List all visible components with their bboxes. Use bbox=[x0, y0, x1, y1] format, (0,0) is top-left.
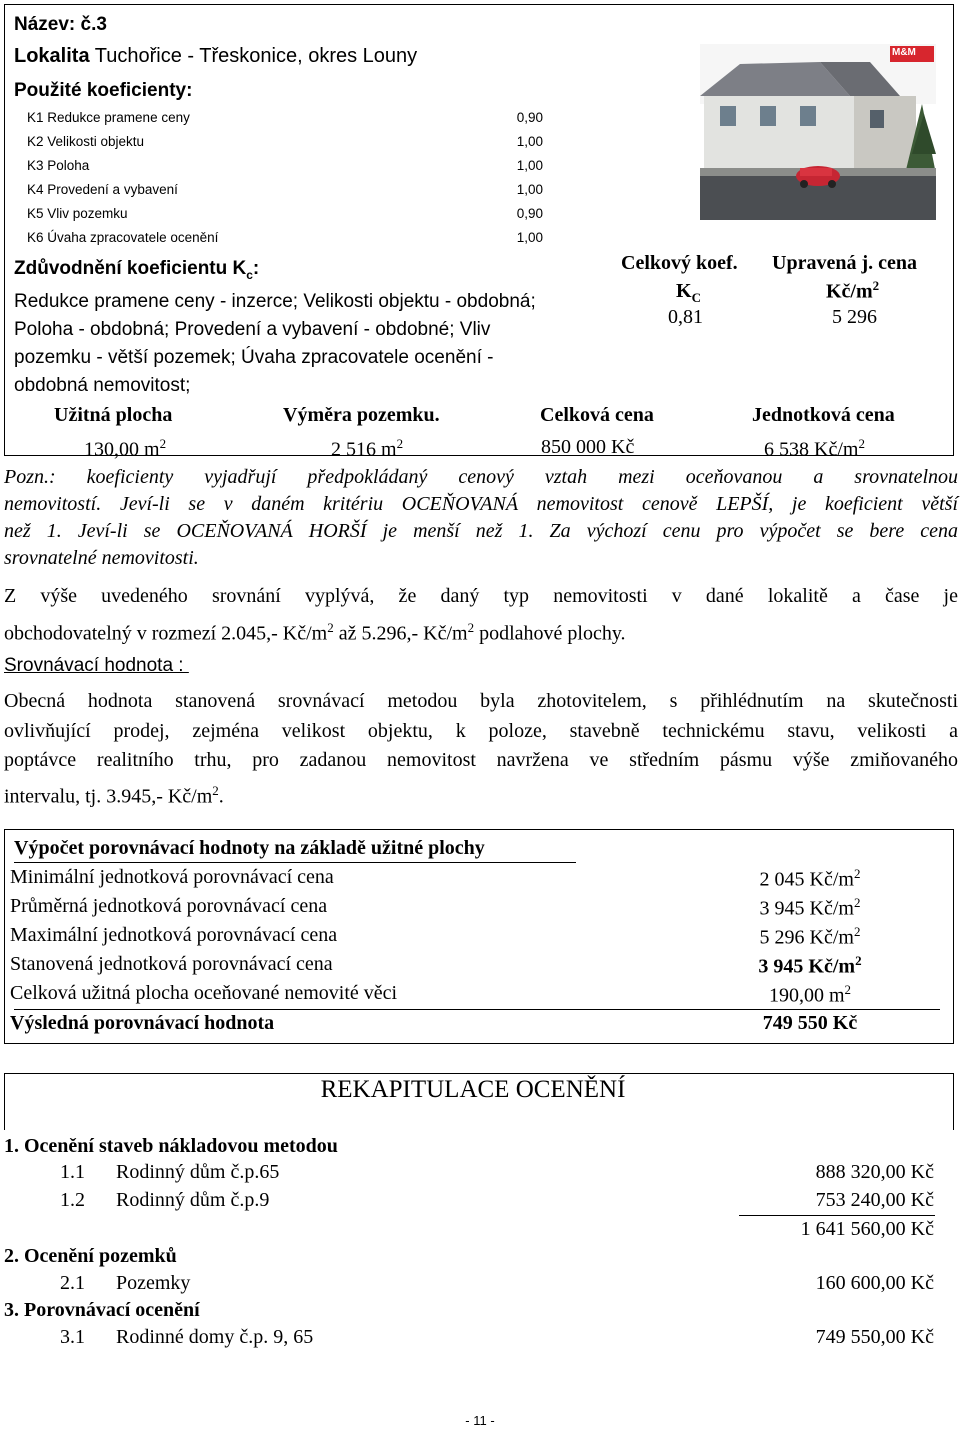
total-price-text: 850 000 Kč bbox=[541, 436, 635, 458]
coefficient-row bbox=[27, 230, 543, 245]
coefficient-row bbox=[27, 182, 543, 197]
unit-price-value bbox=[764, 436, 865, 462]
comparative-last-text: intervalu, tj. 3.945,- Kč/m bbox=[4, 785, 213, 808]
summary-row-value bbox=[710, 924, 910, 950]
unit-header-sup: 2 bbox=[872, 278, 880, 293]
summary-row-value bbox=[710, 953, 910, 979]
summary-row-value-sup: 2 bbox=[844, 982, 852, 997]
unit-header bbox=[826, 278, 879, 304]
unit-price-sup: 2 bbox=[858, 436, 865, 451]
summary-result-row bbox=[10, 1012, 950, 1035]
kc-header bbox=[676, 280, 701, 306]
summary-row-value bbox=[710, 982, 910, 1008]
unit-price-text: 6 538 Kč/m bbox=[764, 438, 859, 461]
note-line: nemovitostí. Jeví-li se v daném kritériu OCEŇOVANÁ nemovitost cenově LEPŠÍ, je koeficient větší bbox=[4, 493, 958, 515]
comparative-last-tail: . bbox=[218, 785, 224, 808]
recap-item-value: 749 550,00 Kč bbox=[815, 1326, 934, 1348]
summary-row-value-text: 3 945 Kč/m bbox=[758, 955, 856, 978]
conclusion-paragraph bbox=[4, 580, 958, 650]
summary-result-rule bbox=[14, 1009, 940, 1010]
locality bbox=[14, 45, 417, 68]
house-photo-image bbox=[700, 44, 936, 220]
recap-item-label: Pozemky bbox=[116, 1272, 191, 1294]
total-coef-header: Celkový koef. bbox=[621, 252, 738, 274]
justification-line: Redukce pramene ceny - inzerce; Velikosti objektu - obdobná; bbox=[14, 291, 536, 312]
coefficient-label: K6 Úvaha zpracovatele ocenění bbox=[27, 230, 219, 245]
recap-title: REKAPITULACE OCENĚNÍ bbox=[320, 1076, 626, 1103]
coefficient-value: 0,90 bbox=[516, 110, 543, 125]
note-line: než 1. Jeví-li se OCEŇOVANÁ HORŠÍ je menší než 1. Za výchozí cenu pro výpočet se bere cena bbox=[4, 520, 958, 542]
summary-row-label: Celková užitná plocha oceňované nemovité věci bbox=[10, 982, 398, 1004]
recap-section-1-total: 1 641 560,00 Kč bbox=[800, 1218, 934, 1240]
recap-item bbox=[60, 1189, 270, 1212]
summary-row-value-sup: 2 bbox=[853, 924, 861, 939]
coefficient-value: 0,90 bbox=[516, 206, 543, 221]
kc-header-text: K bbox=[676, 280, 692, 302]
comparative-heading: Srovnávací hodnota : bbox=[4, 655, 189, 676]
conclusion-sup-b: 2 bbox=[467, 620, 475, 635]
conclusion-sup-a: 2 bbox=[327, 620, 334, 635]
recap-item-number: 1.1 bbox=[60, 1161, 85, 1183]
justification-text bbox=[14, 288, 536, 400]
recap-item-number: 3.1 bbox=[60, 1326, 85, 1348]
land-area-sup: 2 bbox=[396, 436, 404, 451]
land-area-value bbox=[331, 436, 403, 462]
adjusted-price-value: 5 296 bbox=[832, 306, 877, 328]
justification-line: obdobná nemovitost; bbox=[14, 375, 191, 396]
coefficient-label: K3 Poloha bbox=[27, 158, 90, 173]
summary-row-value-sup: 2 bbox=[853, 895, 861, 910]
recap-item-value: 888 320,00 Kč bbox=[815, 1161, 934, 1183]
usable-area-header: Užitná plocha bbox=[54, 404, 173, 426]
recap-item-number: 1.2 bbox=[60, 1189, 85, 1211]
justification-line: pozemku - větší pozemek; Úvaha zpracovatele ocenění - bbox=[14, 347, 494, 368]
summary-row-label: Průměrná jednotková porovnávací cena bbox=[10, 895, 328, 917]
summary-row-value-text: 5 296 Kč/m bbox=[759, 926, 854, 949]
justification-heading-text: Zdůvodnění koeficientu K bbox=[14, 258, 247, 279]
comparative-last-sup: 2 bbox=[212, 782, 219, 798]
locality-value: Tuchořice - Třeskonice, okres Louny bbox=[94, 45, 418, 67]
usable-area-value bbox=[84, 436, 166, 462]
realty-logo: M&M bbox=[892, 47, 916, 58]
unit-price-header: Jednotková cena bbox=[752, 404, 895, 426]
summary-row-value-sup: 2 bbox=[855, 953, 862, 968]
recap-item-label: Rodinný dům č.p.9 bbox=[116, 1189, 270, 1211]
coefficient-value: 1,00 bbox=[516, 158, 543, 173]
summary-row-value-text: 2 045 Kč/m bbox=[759, 868, 854, 891]
recap-item-label: Rodinný dům č.p.65 bbox=[116, 1161, 280, 1183]
property-photo bbox=[700, 44, 936, 220]
summary-row-value-sup: 2 bbox=[853, 866, 861, 881]
recap-item-value: 160 600,00 Kč bbox=[815, 1272, 934, 1294]
usable-area-text: 130,00 m bbox=[84, 438, 160, 461]
coefficient-label: K1 Redukce pramene ceny bbox=[27, 110, 190, 125]
coefficient-row bbox=[27, 206, 543, 221]
comparative-line: ovlivňující prodej, zejména velikost objektu, k poloze, stavebně technickému stavu, velikosti a bbox=[4, 719, 958, 742]
recap-item-label: Rodinné domy č.p. 9, 65 bbox=[116, 1326, 314, 1348]
comparative-line bbox=[4, 776, 958, 812]
justification-heading bbox=[14, 258, 259, 282]
total-price-value bbox=[541, 436, 634, 459]
recap-item-number: 2.1 bbox=[60, 1272, 85, 1294]
total-coef-value: 0,81 bbox=[668, 306, 703, 328]
recap-item bbox=[60, 1272, 191, 1295]
coefficient-note bbox=[4, 464, 958, 572]
coefficient-label: K2 Velikosti objektu bbox=[27, 134, 145, 149]
summary-row bbox=[10, 924, 950, 947]
coefficients-heading: Použité koeficienty: bbox=[14, 80, 193, 101]
coefficient-row bbox=[27, 158, 543, 173]
coefficient-label: K4 Provedení a vybavení bbox=[27, 182, 178, 197]
summary-row bbox=[10, 953, 950, 976]
coefficient-row bbox=[27, 110, 543, 125]
recap-section-3-heading: 3. Porovnávací ocenění bbox=[4, 1299, 200, 1321]
page-number: - 11 - bbox=[465, 1413, 495, 1428]
locality-label: Lokalita bbox=[14, 45, 90, 67]
recap-item-value: 753 240,00 Kč bbox=[815, 1189, 934, 1211]
summary-row-value bbox=[710, 866, 910, 892]
coefficient-label: K5 Vliv pozemku bbox=[27, 206, 128, 221]
summary-result-label: Výsledná porovnávací hodnota bbox=[10, 1012, 275, 1034]
comparative-line: Obecná hodnota stanovená srovnávací metodou byla zhotovitelem, s přihlédnutím na skutečnosti bbox=[4, 690, 958, 712]
summary-row bbox=[10, 895, 950, 918]
coefficient-row bbox=[27, 134, 543, 149]
coefficient-value: 1,00 bbox=[516, 182, 543, 197]
note-line: srovnatelné nemovitosti. bbox=[4, 547, 199, 569]
justification-heading-colon: : bbox=[252, 258, 260, 279]
summary-row-label: Maximální jednotková porovnávací cena bbox=[10, 924, 338, 946]
justification-heading-sub: c bbox=[246, 267, 253, 282]
summary-row-value-text: 190,00 m bbox=[768, 984, 845, 1007]
recap-section-1-heading: 1. Ocenění staveb nákladovou metodou bbox=[4, 1135, 338, 1157]
summary-result-value: 749 550 Kč bbox=[762, 1012, 858, 1034]
adjusted-price-header: Upravená j. cena bbox=[772, 252, 917, 274]
coefficient-value: 1,00 bbox=[516, 134, 543, 149]
conclusion-line: Z výše uvedeného srovnání vyplývá, že daný typ nemovitosti v dané lokalitě a čase je bbox=[4, 585, 958, 607]
conclusion-line bbox=[4, 612, 958, 650]
recap-subtotal-rule bbox=[739, 1215, 935, 1216]
note-line: Pozn.: koeficienty vyjadřují předpokládaný cenový vztah mezi oceňovanou a srovnatelnou bbox=[4, 466, 958, 488]
kc-header-sub: C bbox=[691, 290, 701, 305]
land-area-text: 2 516 m bbox=[331, 438, 397, 461]
recap-item bbox=[60, 1326, 314, 1349]
coefficient-value: 1,00 bbox=[516, 230, 543, 245]
unit-header-text: Kč/m bbox=[826, 280, 873, 303]
recap-item bbox=[60, 1161, 280, 1184]
conclusion-text-c: podlahové plochy. bbox=[474, 622, 626, 645]
comparative-line: poptávce realitního trhu, pro zadanou nemovitost navržena ve středním pásmu výše zmiňovaného bbox=[4, 749, 958, 771]
property-name: Název: č.3 bbox=[14, 14, 107, 35]
summary-row-value bbox=[710, 895, 910, 921]
conclusion-text-b: až 5.296,- Kč/m bbox=[333, 622, 468, 645]
recap-section-2-heading: 2. Ocenění pozemků bbox=[4, 1245, 177, 1267]
summary-heading: Výpočet porovnávací hodnoty na základě užitné plochy bbox=[14, 837, 485, 859]
conclusion-text-a: obchodovatelný v rozmezí 2.045,- Kč/m bbox=[4, 622, 328, 645]
summary-heading-rule bbox=[14, 862, 576, 863]
summary-row-label: Minimální jednotková porovnávací cena bbox=[10, 866, 334, 888]
comparative-paragraph bbox=[4, 687, 958, 812]
land-area-header: Výměra pozemku. bbox=[283, 404, 440, 426]
summary-row-value-text: 3 945 Kč/m bbox=[759, 897, 854, 920]
summary-row bbox=[10, 982, 950, 1005]
total-price-header: Celková cena bbox=[540, 404, 654, 426]
usable-area-sup: 2 bbox=[159, 436, 167, 451]
summary-row-label: Stanovená jednotková porovnávací cena bbox=[10, 953, 333, 975]
summary-row bbox=[10, 866, 950, 889]
justification-line: Poloha - obdobná; Provedení a vybavení - obdobné; Vliv bbox=[14, 319, 491, 340]
